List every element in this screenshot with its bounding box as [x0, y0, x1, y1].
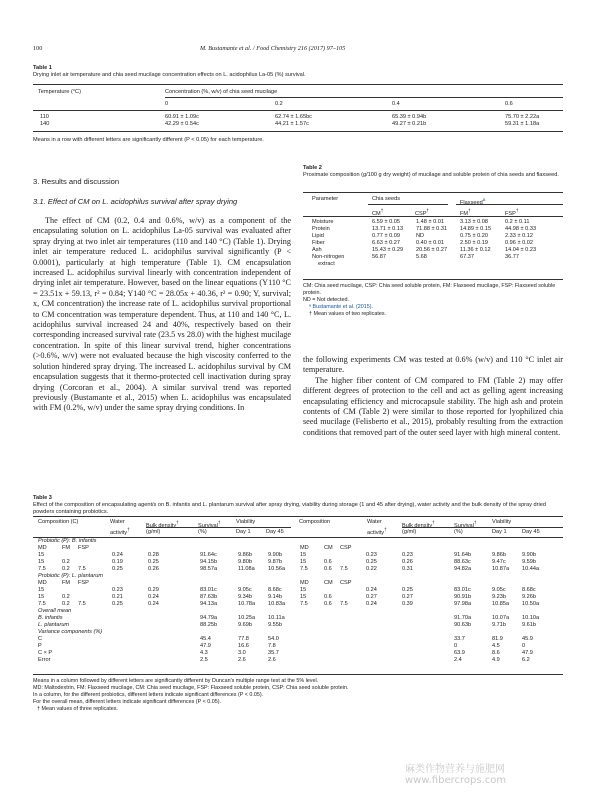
table2-flax-rule [456, 204, 563, 205]
table1-row0-v3: 75.70 ± 2.22a [505, 114, 540, 120]
table2-mid-rule [303, 216, 563, 217]
table3-h-day45: Day 45 [266, 529, 284, 535]
table-row: MD FM FSP MD CM CSP [38, 580, 352, 586]
table1-top-rule [33, 84, 563, 85]
table3-h-survival: Survival† [198, 520, 221, 529]
table3-caption-block [33, 495, 563, 516]
table3-bottom-rule [33, 674, 563, 675]
table3-grid [36, 538, 548, 664]
table3-h-composition-right: Composition [299, 519, 331, 525]
table3-label: Table 3 [33, 495, 52, 501]
table3-h-surv-unit: (%) [198, 529, 207, 535]
table-row: 15 0.24 0.28 91.64c 9.86b 9.90b 15 0.23 0.23 91.64b 9.86b 9.90b [38, 552, 536, 558]
table3-caption: Effect of the composition of encapsulating agent/s on B. infantis and L. plantarum survival after spray drying, viability during storage (1 and 45 after drying), water activity and the bulk density of the spray dried powders containing probiotics. [33, 502, 546, 515]
table2-caption-block [303, 165, 563, 179]
table-row: Probiotic (P): L. plantarum [38, 573, 103, 579]
table-row: 15 0.2 0.19 0.25 94.15b 9.80b 9.87b 15 0.6 0.25 0.26 88.63c 9.47c 9.59b [38, 559, 536, 565]
table-row: MD FM FSP MD CM CSP [38, 545, 352, 551]
table1-mid-rule [33, 110, 563, 111]
table1-conc-3: 0.6 [505, 101, 513, 107]
table1-label: Table 1 [33, 65, 52, 71]
table2-header-param: Parameter [312, 196, 339, 202]
table3-h-day45-right: Day 45 [522, 529, 540, 535]
body-left [33, 216, 291, 481]
table1-header-concentration: Concentration (%, w/v) of chia seed mucilage [165, 89, 278, 95]
table3-h-day1-right: Day 1 [492, 529, 507, 535]
table1-conc-1: 0.2 [275, 101, 283, 107]
table-row: Fiber 6.63 ± 0.27 0.40 ± 0.01 2.50 ± 0.19 0.96 ± 0.02 [312, 240, 533, 246]
table3-body [36, 538, 548, 664]
table-row: Non-nitrogen 56.87 5.68 67.37 36.77 [312, 254, 519, 260]
page-number: 100 [33, 45, 43, 52]
table1-caption-block [33, 65, 563, 79]
table1-sub-rule [165, 97, 563, 98]
table-row: C × P 4.3 3.0 35.7 63.9 8.6 47.9 [38, 650, 533, 656]
table1-row0-v1: 62.74 ± 1.65bc [275, 114, 312, 120]
table2-top-rule [303, 192, 563, 193]
table3-h-bulk: Bulk density† [146, 520, 179, 529]
table1-row0-v2: 65.39 ± 0.94b [392, 114, 427, 120]
watermark: 麻类作物营养与施肥网 www.fibercrops.com [405, 764, 507, 786]
table1-row0-temp: 110 [40, 114, 49, 120]
body-right-paragraph-1: the following experiments CM was tested at 0.6% (w/v) and 110 °C inlet air temperature. [303, 355, 563, 375]
table-row: Protein 13.71 ± 0.13 71.88 ± 0.31 14.89 ± 0.15 44.98 ± 0.33 [312, 226, 537, 232]
table1-row0-v0: 60.91 ± 1.09c [165, 114, 199, 120]
table-row: Probiotic (P): B. infantis [38, 538, 97, 544]
table1-header-temperature: Temperature (°C) [38, 89, 81, 95]
section-subheading: 3.1. Effect of CM on L. acidophilus survival after spray drying [33, 197, 238, 206]
table-row: 7.5 0.2 7.5 0.25 0.24 94.13a 10.78a 10.83a 7.5 0.6 7.5 0.24 0.39 97.98a 10.85a 10.50a [38, 601, 540, 607]
table1-conc-0: 0 [165, 101, 169, 107]
table-row: Error 2.5 2.6 2.6 2.4 4.9 6.2 [38, 657, 530, 663]
table-row: P 47.9 16.6 7.8 0 4.5 0 [38, 643, 526, 649]
body-right-paragraph-2: The higher fiber content of CM compared to FM (Table 2) may offer different degrees of protection to the cell and act as gelling agent increasing encapsulating efficiency and microcapsule stability. The high ash and protein contents of CM (Table 2) were similar to those reported for lyophilized chia seed mucilage (Felisberto et al., 2015), probably resulting from the extraction conditions that removed part of the outer seed layer with high mineral content. [303, 375, 563, 437]
table-row: Lipid 0.77 ± 0.09 ND 0.75 ± 0.20 2.33 ± 0.12 [312, 233, 533, 239]
table3-h-rule-right [402, 527, 563, 528]
table3-h-viability-right: Viability [492, 519, 512, 525]
table3-h-composition: Composition (C) [38, 519, 79, 525]
table1-row1-v1: 44.21 ± 1.57c [275, 121, 309, 127]
table1-footnote: Means in a row with different letters are significantly different (P < 0.05) for each temperature. [33, 137, 264, 143]
table-row: Overall mean [38, 608, 72, 614]
table2-bottom-rule [303, 279, 563, 280]
body-left-paragraph: The effect of CM (0.2, 0.4 and 0.6%, w/v) as a component of the encapsulating solution on L. acidophilus La-05 survival was evaluated after spray drying at two inlet air temperatures (110 and 140 °C) (Table 1). Drying inlet air temperature reduced L. acidophilus survival significantly (P < 0.0001), particularly at high temperature (Table 1). CM encapsulation increased L. acidophilus survival linearly with concentration independent of drying inlet air temperature. However, based on the linear equations (Y110 °C = 23.51x + 59.13, r² = 0.84; Y140 °C = 28.05x + 40.36, r² = 0.90; Y, survival; x, CM concentration) the increase rate of L. acidophilus survival proportional to CM concentration was temperature dependent. Thus, at 110 and 140 °C, L. acidophilus survival increased 24 and 40%, respectively based on their corresponding increased survival rate (23.5 vs 28.0) with the highest mucilage concentration. In spite of this linear survival trend, higher concentrations (>0.6%, w/v) were not evaluated because the high viscosity conferred to the solution hindered spray drying. The increased L. acidophilus survival by CM encapsulation suggests that it thermo-protected cell inactivation during spray drying (Corcoran et al., 2004). A similar survival trend was reported previously (Bustamante et al., 2015) when L. acidophilus was encapsulated with FM (0.2%, w/v) under the same spray drying conditions. In [33, 216, 291, 413]
table-row: Moisture 6.59 ± 0.05 1.48 ± 0.01 3.13 ± 0.08 0.2 ± 0.11 [312, 219, 530, 225]
table1-caption: Drying inlet air temperature and chia seed mucilage concentration effects on L. acidophilus La-05 (%) survival. [33, 72, 306, 78]
table2-footnotes: CM: Chia seed mucilage, CSP: Chia seed soluble protein, FM: Flaxseed mucilage, FSP: Flaxseed soluble protein. ND = Not detected. ᵃ Bustamante et al. (2015). † Mean values of two replicates. [303, 283, 556, 317]
table-row: B. infantis 94.79a 10.25a 10.11a 91.70a 10.07a 10.10a [38, 615, 540, 621]
table3-footnotes: Means in a column followed by different letters are significantly different by Duncan's multiple range test at the 5% level. MD: Maltodextrin, FM: Flaxseed mucilage, CM: Chia seed mucilage, FSP: Flaxseed soluble protein, CSP: Chia seed soluble protein. In a column, for the different probiotics, different letters indicate significant differences (P < 0.05). For the overall mean, different letters indicate significant differences (P < 0.05). † Mean values of three replicates. [33, 678, 349, 712]
table1-row1-v2: 49.27 ± 0.21b [392, 121, 427, 127]
table3-h-rule-left [146, 527, 291, 528]
table-row: L. plantarum 88.25b 9.69b 9.55b 90.63b 9.71b 9.61b [38, 622, 536, 628]
table-row: Ash 15.43 ± 0.29 20.56 ± 0.27 11.36 ± 0.12 14.04 ± 0.23 [312, 247, 537, 253]
table2-sub-csp: CSP† [415, 208, 430, 217]
running-title: M. Bustamante et al. / Food Chemistry 216 (2017) 97–105 [200, 45, 346, 52]
table2-body [310, 219, 538, 268]
table3-top-rule [33, 516, 563, 517]
table2-sub-fsp: FSP† [505, 208, 519, 217]
table3-h-water-right: Water activity† [367, 519, 387, 536]
table2-header-flax: Flaxseed$^a$ [460, 197, 486, 206]
table2-label: Table 2 [303, 165, 322, 171]
table1-row1-v0: 42.29 ± 0.54c [165, 121, 199, 127]
table3-h-bulk-right: Bulk density† [402, 520, 435, 529]
table2-sub-cm: CM† [372, 208, 384, 217]
table-row: extract [318, 261, 335, 267]
table3-h-bulk-unit: (g/ml) [146, 529, 161, 535]
table2-header-chia: Chia seeds [372, 196, 400, 202]
table3-h-day1: Day 1 [236, 529, 251, 535]
table3-h-bulk-unit-right: (g/ml) [402, 529, 417, 535]
table3-h-surv-unit-right: (%) [454, 529, 463, 535]
table-row: C 45.4 77.8 54.0 33.7 81.9 45.9 [38, 636, 533, 642]
table-row: 15 0.2 0.21 0.24 87.63b 9.34b 9.14b 15 0.6 0.27 0.27 90.91b 9.23b 9.26b [38, 594, 536, 600]
table3-h-survival-right: Survival† [454, 520, 477, 529]
table2-caption: Proximate composition (g/100 g dry weight) of mucilage and soluble protein of chia seeds and flaxseed. [303, 172, 559, 178]
table1-conc-2: 0.4 [392, 101, 400, 107]
table-row: 15 0.23 0.29 83.01c 9.05c 8.68c 15 0.24 0.25 83.01c 9.05c 8.68c [38, 587, 536, 593]
table2-grid [310, 219, 538, 268]
table-row: Variance components (%) [38, 629, 103, 635]
table1-row1-temp: 140 [40, 121, 50, 127]
table3-h-viability: Viability [236, 519, 256, 525]
table2-chia-rule [368, 204, 448, 205]
section-heading: 3. Results and discussion [33, 177, 120, 186]
table-row: 7.5 0.2 7.5 0.25 0.26 98.57a 11.08a 10.56a 7.5 0.6 7.5 0.22 0.31 94.82a 10.87a 10.44a [38, 566, 540, 572]
table1-row1-v3: 59.31 ± 1.18a [505, 121, 540, 127]
table2-sub-fm: FM† [460, 208, 471, 217]
table1-bottom-rule [33, 131, 563, 132]
body-right [303, 355, 563, 438]
table3-h-water: Water activity† [110, 519, 130, 536]
